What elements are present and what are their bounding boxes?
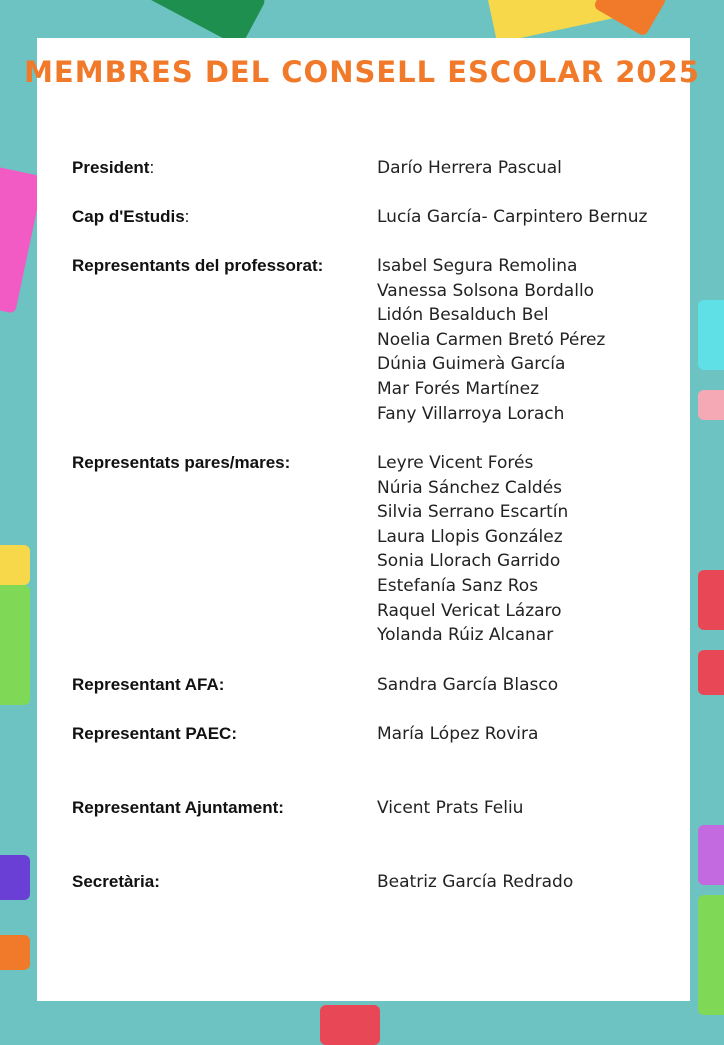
decor-cyan-stripe xyxy=(698,300,724,370)
label-pares-mares: Representats pares/mares: xyxy=(72,453,291,472)
member-name: Darío Herrera Pascual xyxy=(377,158,562,178)
members-president xyxy=(377,156,562,181)
member-name: Vicent Prats Feliu xyxy=(377,798,524,818)
decor-orange-left xyxy=(0,935,30,970)
label-afa: Representant AFA: xyxy=(72,675,225,694)
members-afa xyxy=(377,673,558,698)
member-name: Beatriz García Redrado xyxy=(377,872,574,892)
decor-pink-light-stripe xyxy=(698,390,724,420)
member-name: Dúnia Guimerà García xyxy=(377,354,566,375)
member-name: Núria Sánchez Caldés xyxy=(377,477,563,498)
member-name: Lucía García- Carpintero Bernuz xyxy=(377,207,648,227)
member-name: María López Rovira xyxy=(377,724,539,744)
content-card xyxy=(37,38,690,1001)
member-name: Isabel Segura Remolina xyxy=(377,256,578,276)
label-secretaria: Secretària: xyxy=(72,872,160,891)
members-ajuntament xyxy=(377,796,523,821)
member-name: Leyre Vicent Forés xyxy=(377,453,534,473)
label-professorat: Representants del professorat: xyxy=(72,256,324,275)
decor-green-left xyxy=(0,585,30,705)
member-name: Lidón Besalduch Bel xyxy=(377,305,549,326)
member-name: Noelia Carmen Bretó Pérez xyxy=(377,329,606,350)
label-president: President: xyxy=(72,158,155,177)
member-name: Estefanía Sanz Ros xyxy=(377,575,539,596)
member-name: Laura Llopis González xyxy=(377,526,563,547)
decor-green-right xyxy=(698,895,724,1015)
label-cap-estudis: Cap d'Estudis: xyxy=(72,207,190,226)
members-paec xyxy=(377,722,538,747)
decor-red-right-2 xyxy=(698,650,724,695)
member-name: Vanessa Solsona Bordallo xyxy=(377,280,595,301)
member-name: Sonia Llorach Garrido xyxy=(377,551,561,572)
members-professorat xyxy=(377,254,605,426)
members-secretaria xyxy=(377,870,573,895)
member-name: Yolanda Rúiz Alcanar xyxy=(377,625,554,646)
member-name: Sandra García Blasco xyxy=(377,675,559,695)
member-name: Fany Villarroya Lorach xyxy=(377,403,565,424)
decor-yellow-left xyxy=(0,545,30,585)
decor-red-right xyxy=(698,570,724,630)
decor-red-bottom xyxy=(320,1005,380,1045)
member-name: Raquel Vericat Lázaro xyxy=(377,600,562,621)
label-paec: Representant PAEC: xyxy=(72,724,237,743)
page-title: MEMBRES DEL CONSELL ESCOLAR 2025 xyxy=(24,55,700,89)
member-name: Mar Forés Martínez xyxy=(377,378,540,399)
decor-violet-right xyxy=(698,825,724,885)
label-ajuntament: Representant Ajuntament: xyxy=(72,798,284,817)
member-name: Silvia Serrano Escartín xyxy=(377,502,569,523)
members-pares-mares xyxy=(377,451,568,648)
decor-purple-left xyxy=(0,855,30,900)
members-cap-estudis xyxy=(377,205,647,230)
